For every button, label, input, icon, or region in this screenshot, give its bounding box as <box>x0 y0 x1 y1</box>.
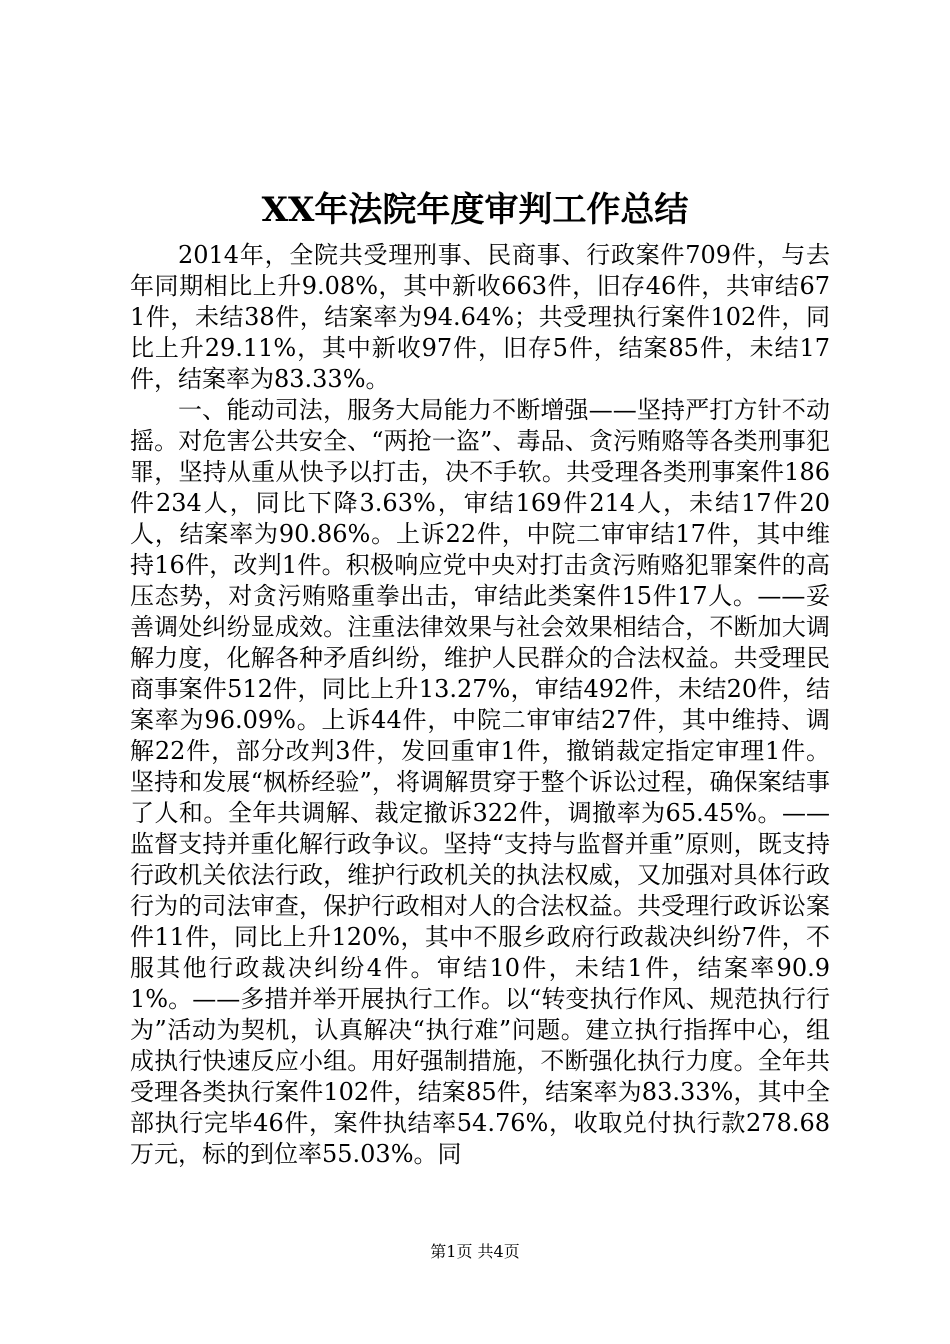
page-number-footer: 第1页 共4页 <box>430 1242 520 1261</box>
document-title: XX年法院年度审判工作总结 <box>261 190 689 230</box>
paragraph-summary: 2014年，全院共受理刑事、民商事、行政案件709件，与去年同期相比上升9.08%，其中新收663件，旧存46件，共审结671件，未结38件，结案率为94.64%；共受理执行案件102件，同比上升29.11%，其中新收97件，旧存5件，结案85件，未结17件，结案率为83.33%。 <box>130 241 830 393</box>
paragraph-section-one: 一、能动司法，服务大局能力不断增强——坚持严打方针不动摇。对危害公共安全、“两抢一盗”、毒品、贪污贿赂等各类刑事犯罪，坚持从重从快予以打击，决不手软。共受理各类刑事案件186件234人，同比下降3.63%，审结169件214人，未结17件20人，结案率为90.86%。上诉22件，中院二审审结17件，其中维持16件，改判1件。积极响应党中央对打击贪污贿赂犯罪案件的高压态势，对贪污贿赂重拳出击，审结此类案件15件17人。——妥善调处纠纷显成效。注重法律效果与社会效果相结合，不断加大调解力度，化解各种矛盾纠纷，维护人民群众的合法权益。共受理民商事案件512件，同比上升13.27%，审结492件，未结20件，结案率为96.09%。上诉44件，中院二审审结27件，其中维持、调解22件，部分改判3件，发回重审1件，撤销裁定指定审理1件。坚持和发展“枫桥经验”，将调解贯穿于整个诉讼过程，确保案结事了人和。全年共调解、裁定撤诉322件，调撤率为65.45%。——监督支持并重化解行政争议。坚持“支持与监督并重”原则，既支持行政机关依法行政，维护行政机关的执法权威，又加强对具体行政行为的司法审查，保护行政相对人的合法权益。共受理行政诉讼案件11件，同比上升120%，其中不服乡政府行政裁决纠纷7件，不服其他行政裁决纠纷4件。审结10件，未结1件，结案率90.91%。——多措并举开展执行工作。以“转变执行作风、规范执行行为”活动为契机，认真解决“执行难”问题。建立执行指挥中心，组成执行快速反应小组。用好强制措施，不断强化执行力度。全年共受理各类执行案件102件，结案85件，结案率为83.33%，其中全部执行完毕46件，案件执结率54.76%，收取兑付执行款278.68万元，标的到位率55.03%。同 <box>130 396 830 1168</box>
document-body <box>130 240 830 1170</box>
